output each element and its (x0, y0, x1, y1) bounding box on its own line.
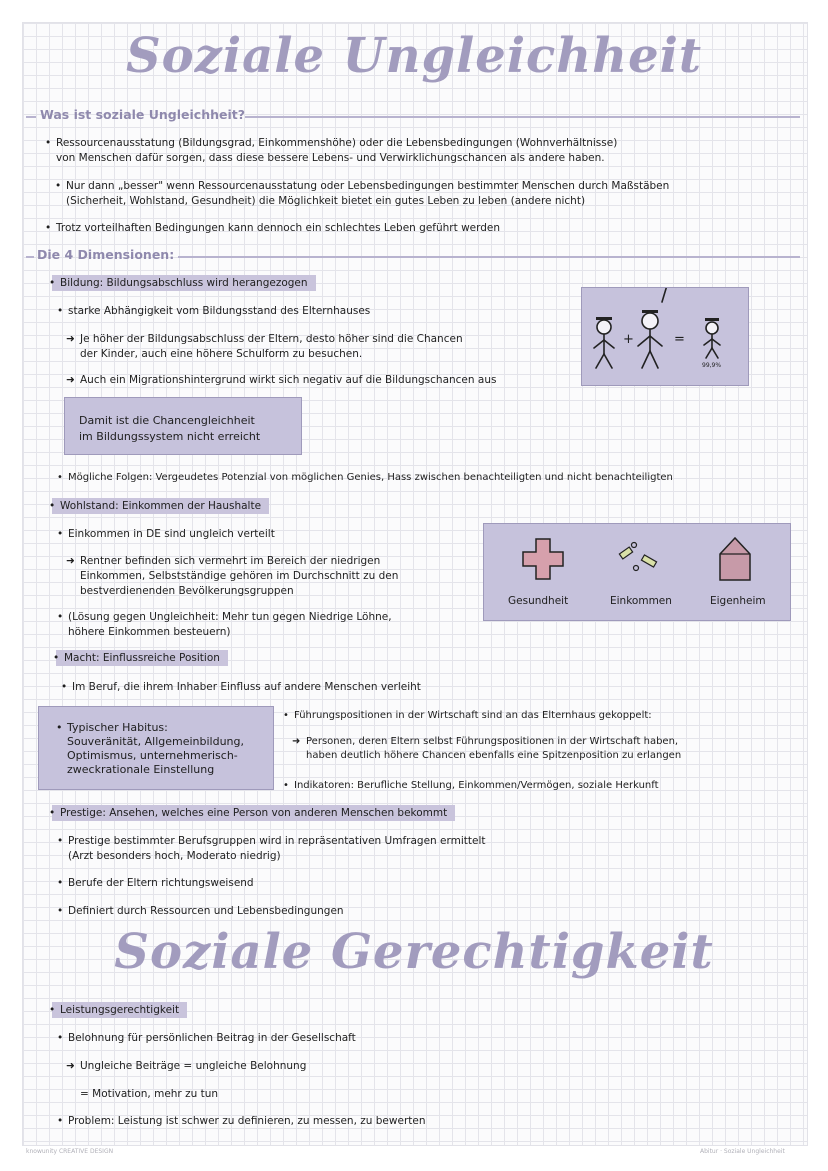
icon-label-gesundheit: Gesundheit (508, 595, 569, 607)
s1-p1-line1: • Ressourcenausstatung (Bildungsgrad, Einkommenshöhe) oder die Lebensbedingungen (Wohnverhältnisse) (56, 136, 617, 151)
leistungsgerechtigkeit-label: • Leistungsgerechtigkeit (52, 1002, 187, 1018)
dimension-bildung-label: • Bildung: Bildungsabschluss wird herangezogen (52, 275, 316, 291)
wohlstand-icons-box (483, 523, 791, 621)
icon-label-eigenheim: Eigenheim (710, 595, 766, 607)
bildung-a1-line2: der Kinder, auch eine höhere Schulform zu besuchen. (80, 348, 363, 360)
prestige-b2: • Berufe der Eltern richtungsweisend (68, 876, 254, 891)
macht-b3: • Indikatoren: Berufliche Stellung, Einkommen/Vermögen, soziale Herkunft (294, 778, 659, 793)
second-title: Soziale Gerechtigkeit (114, 924, 714, 980)
page-title: Soziale Ungleichheit (125, 28, 703, 84)
education-figure-box (581, 287, 749, 386)
arrow-icon: ➜ (66, 333, 75, 345)
section-rule (178, 256, 800, 258)
arrow-icon: ➜ (66, 555, 75, 567)
section-heading-dimensions: Die 4 Dimensionen: (37, 247, 175, 262)
s1-p2-line1: • Nur dann „besser" wenn Ressourcenausstatung oder Lebensbedingungen bestimmter Menschen durch Maßstäben (66, 179, 669, 194)
section-heading-what: Was ist soziale Ungleichheit? (40, 107, 245, 122)
dimension-macht-label: • Macht: Einflussreiche Position (56, 650, 228, 666)
section-rule (26, 116, 36, 118)
box-line2: im Bildungssystem nicht erreicht (79, 430, 261, 443)
health-cross-icon (522, 538, 564, 580)
wohlstand-a1-line3: bestverdienenden Bevölkerungsgruppen (80, 585, 294, 597)
habitus-line2: Souveränität, Allgemeinbildung, (67, 735, 245, 748)
s1-p3: • Trotz vorteilhaften Bedingungen kann dennoch ein schlechtes Leben geführt werden (56, 221, 500, 236)
bildung-b1: • starke Abhängigkeit vom Bildungsstand des Elternhauses (68, 304, 370, 319)
wohlstand-a1-line2: Einkommen, Selbstständige gehören im Durchschnitt zu den (80, 570, 399, 582)
dimension-prestige-label: • Prestige: Ansehen, welches eine Person von anderen Menschen bekommt (52, 805, 455, 821)
money-icon (614, 540, 662, 580)
habitus-line4: zweckrationale Einstellung (67, 763, 215, 776)
stick-figures-illustration (582, 288, 748, 385)
s3-a2: = Motivation, mehr zu tun (80, 1088, 219, 1100)
macht-a1-line1: Personen, deren Eltern selbst Führungspositionen in der Wirtschaft haben, (306, 736, 679, 747)
icon-label-einkommen: Einkommen (610, 595, 672, 607)
s3-b1: • Belohnung für persönlichen Beitrag in der Gesellschaft (68, 1031, 356, 1046)
arrow-icon: ➜ (66, 1060, 75, 1072)
macht-b1: • Im Beruf, die ihrem Inhaber Einfluss auf andere Menschen verleiht (72, 680, 421, 695)
figure-caption: 99,9% (702, 362, 722, 369)
s3-a1: Ungleiche Beiträge = ungleiche Belohnung (80, 1060, 307, 1072)
equals-sign: = (674, 332, 685, 347)
s1-p1-line2: von Menschen dafür sorgen, dass diese bessere Lebens- und Verwirklichungschancen als andere haben. (56, 152, 605, 164)
habitus-box (38, 706, 274, 790)
habitus-line3: Optimismus, unternehmerisch- (67, 749, 238, 762)
wohlstand-b2-line1: • (Lösung gegen Ungleichheit: Mehr tun gegen Niedrige Löhne, (68, 610, 392, 625)
home-icon (718, 536, 752, 582)
arrow-icon: ➜ (292, 736, 301, 747)
prestige-b3: • Definiert durch Ressourcen und Lebensbedingungen (68, 904, 344, 919)
box-line1: Damit ist die Chancengleichheit (79, 414, 255, 427)
bildung-a1-line1: Je höher der Bildungsabschluss der Eltern, desto höher sind die Chancen (80, 333, 463, 345)
habitus-line1: • Typischer Habitus: (67, 721, 168, 735)
prestige-b1-line2: (Arzt besonders hoch, Moderato niedrig) (68, 850, 281, 862)
prestige-b1-line1: • Prestige bestimmter Berufsgruppen wird in repräsentativen Umfragen ermittelt (68, 834, 486, 849)
macht-a1-line2: haben deutlich höhere Chancen ebenfalls eine Spitzenposition zu erlangen (306, 750, 682, 761)
macht-b2: • Führungspositionen in der Wirtschaft sind an das Elternhaus gekoppelt: (294, 708, 652, 723)
dimension-wohlstand-label: • Wohlstand: Einkommen der Haushalte (52, 498, 269, 514)
section-rule (245, 116, 800, 118)
section-rule (26, 256, 34, 258)
wohlstand-b2-line2: höhere Einkommen besteuern) (68, 626, 231, 638)
bildung-a2: Auch ein Migrationshintergrund wirkt sich negativ auf die Bildungschancen aus (80, 374, 497, 386)
arrow-icon: ➜ (66, 374, 75, 386)
wohlstand-a1-line1: Rentner befinden sich vermehrt im Bereich der niedrigen (80, 555, 381, 567)
plus-sign: + (623, 332, 634, 347)
footer-right: Abitur · Soziale Ungleichheit (700, 1148, 785, 1155)
footer-left: knowunity CREATIVE DESIGN (26, 1148, 114, 1155)
bildung-b2: • Mögliche Folgen: Vergeudetes Potenzial von möglichen Genies, Hass zwischen benachteiligten und nicht benachteiligten (68, 470, 673, 485)
s1-p2-line2: (Sicherheit, Wohlstand, Gesundheit) die Möglichkeit bietet ein gutes Leben zu leben (andere nicht) (66, 195, 586, 207)
chancengleichheit-box (64, 397, 302, 455)
s3-b2: • Problem: Leistung ist schwer zu definieren, zu messen, zu bewerten (68, 1114, 426, 1129)
wohlstand-b1: • Einkommen in DE sind ungleich verteilt (68, 527, 275, 542)
